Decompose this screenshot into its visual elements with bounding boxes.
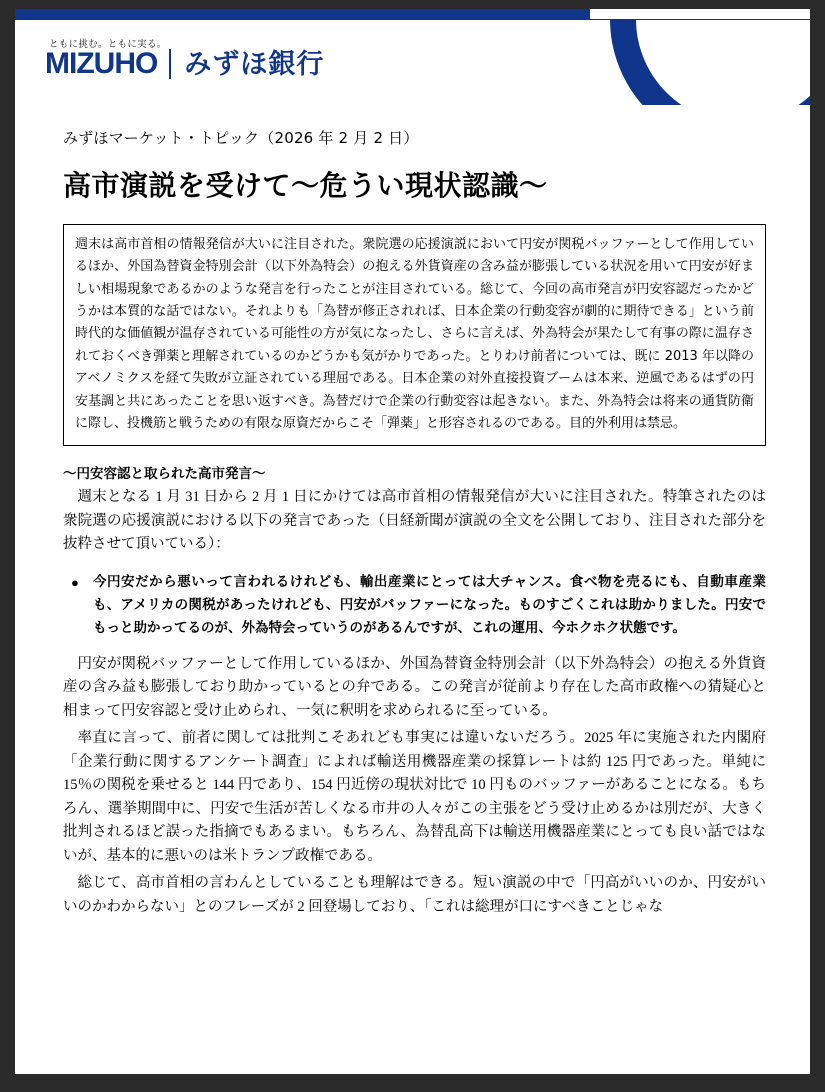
summary-box: 週末は高市首相の情報発信が大いに注目された。衆院選の応援演説において円安が関税バッファーとして作用しているほか、外国為替資金特別会計（以下外為特会）の抱える外貨資産の含み益が膨張している状況を用いて円安が好ましい相場現象であるかのような発言を行ったことが注目されている。総じて、今回の高市発言が円安容認だったかどうかは本質的な話ではない。それよりも「為替が修正されれば、日本企業の行動変容が劇的に期待できる」という前時代的な価値観が温存されている可能性の方が気になったし、さらに言えば、外為特会が果たして有事の際に温存されておくべき弾薬と理解されているのかどうかも気がかりであった。とりわけ前者については、既に 2013 年以降のアベノミクスを経て失敗が立証されている理屈である。日本企業の対外直接投資ブームは本来、逆風であるはずの円安基調と共にあったことを思い返すべき。為替だけで企業の行動変容は起きない。また、外為特会は将来の通貨防衛に際し、投機筋と戦うための有限な原資だからこそ「弾薬」と形容されるのである。目的外利用は禁忌。 <box>63 224 766 446</box>
document-page <box>15 9 810 1074</box>
paragraph-2: 円安が関税バッファーとして作用しているほか、外国為替資金特別会計（以下外為特会）の抱える外貨資産の含み益も膨張しており助かっているとの弁である。この発言が従前より存在した高市政権への猜疑心と相まって円安容認と受け止められ、一気に釈明を求められるに至っている。 <box>63 655 766 719</box>
report-kicker: みずほマーケット・トピック（2026 年 2 月 2 日） <box>63 129 419 147</box>
paragraph-4: 総じて、高市首相の言わんとしていることも理解はできる。短い演説の中で「円高がいいのか、円安がいいのかわからない」とのフレーズが 2 回登場しており、「これは総理が口にすべきことじゃな <box>63 875 766 915</box>
brand-swoosh-decoration <box>610 9 810 105</box>
quote-bullet-item <box>63 571 766 641</box>
mizuho-logo-japanese: みずほ銀行 <box>184 48 325 80</box>
quote-bullet-text: 今円安だから悪いって言われるけれども、輸出産業にとっては大チャンス。食べ物を売るにも、自動車産業も、アメリカの関税があったけれども、円安がバッファーになった。ものすごくこれは助かりました。円安でもっと助かってるのが、外為特会っていうのがあるんですが、これの運用、今ホクホク状態です。 <box>93 573 766 637</box>
brand-swoosh-mask <box>590 9 810 19</box>
section-heading: ～円安容認と取られた高市発言～ <box>63 466 266 483</box>
page-title: 高市演説を受けて～危うい現状認識～ <box>63 169 548 202</box>
logo-divider <box>169 49 171 79</box>
letterhead-header <box>15 9 810 105</box>
document-body <box>15 127 810 919</box>
bullet-dot-icon: ● <box>71 574 79 590</box>
brand-tagline: ともに挑む。ともに実る。 <box>49 39 167 50</box>
paragraph-1: 週末となる 1 月 31 日から 2 月 1 日にかけては高市首相の情報発信が大いに注目された。特筆されたのは衆院選の応援演説における以下の発言であった（日経新聞が演説の全文を公開しており、注目された部分を抜粋させて頂いている）： <box>63 489 766 553</box>
mizuho-logo-mark: MIZUHO <box>45 47 158 80</box>
mizuho-logo <box>45 49 324 79</box>
paragraph-3: 率直に言って、前者に関しては批判こそあれども事実には違いないだろう。2025 年に実施された内閣府「企業行動に関するアンケート調査」によれば輸送用機器産業の採算レートは約 125 円であった。単純に 15％の関税を乗せると 144 円であり、154 円近傍の現状対比で 10 円ものバッファーがあることになる。もちろん、選挙期間中に、円安で生活が苦しくなる市井の人々がこの主張をどう受け止めるかは別だが、大きく批判されるほど誤った指摘でもあるまい。もちろん、為替乱高下は輸送用機器産業にとっても良い話ではないが、基本的に悪いのは米トランプ政権である。 <box>63 730 766 864</box>
